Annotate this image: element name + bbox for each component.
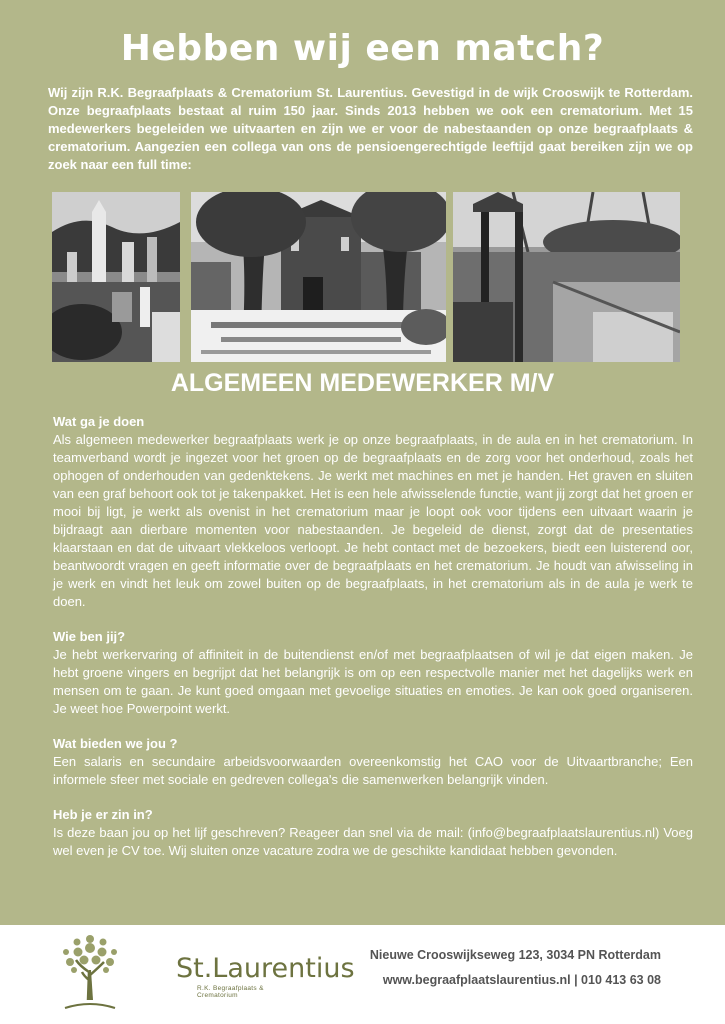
photo-strip [0, 192, 725, 362]
intro-text: Wij zijn R.K. Begraafplaats & Crematorium St. Laurentius. Gevestigd in de wijk Crooswijk te Rotterdam. Onze begraafplaats bestaat al ruim 150 jaar. Sinds 2013 hebben we ook een crematorium. Met 15 medewerkers begeleiden we uitvaarten en zijn we er voor de nabestaanden op onze begraafplaats & crematorium. Aangezien een collega van ons de pensioengerechtigde leeftijd gaat bereiken zijn we op zoek naar een full time: [48, 85, 693, 172]
section-heading: Wat bieden we jou ? [53, 736, 178, 751]
section-heb-je-er-zin-in [53, 806, 693, 860]
section-heading: Heb je er zin in? [53, 807, 153, 822]
section-body: Een salaris en secundaire arbeidsvoorwaarden overeenkomstig het CAO voor de Uitvaartbranche; Een informele sfeer met sociale en gedreven collega's die samenwerken belangrijk vinden. [53, 754, 693, 787]
grave-digging-photo [453, 192, 680, 362]
page-title: Hebben wij een match? [120, 28, 605, 69]
chapel-building-photo [191, 192, 446, 362]
logo-name: St.Laurentius [176, 953, 355, 984]
tree-icon [60, 930, 120, 1015]
section-heading: Wie ben jij? [53, 629, 126, 644]
section-wat-ga-je-doen [53, 413, 693, 611]
vacancy-content [53, 413, 693, 877]
section-body: Is deze baan jou op het lijf geschreven? Reageer dan snel via de mail: (info@begraafplaatslaurentius.nl) Voeg wel even je CV toe. Wij sluiten onze vacature zodra we de geschikte kandidaat hebben gevonden. [53, 825, 693, 858]
section-wat-bieden-we-jou [53, 735, 693, 789]
address: Nieuwe Crooswijkseweg 123, 3034 PN Rotterdam [369, 948, 661, 962]
footer [0, 925, 725, 1024]
section-heading: Wat ga je doen [53, 414, 145, 429]
website-phone: www.begraafplaatslaurentius.nl | 010 413 63 08 [382, 973, 661, 987]
section-body: Als algemeen medewerker begraafplaats werk je op onze begraafplaats, in de aula en in het crematorium. In teamverband wordt je ingezet voor het groen op de begraafplaats en de zorg voor het onderhoud, zoals het ophogen of onderhouden van gedenktekens. Je werkt met machines en met je handen. Het graven en sluiten van een graf behoort ook tot je takenpakket. Het is een hele afwisselende functie, want jij zorgt dat het groen er mooi bij ligt, je werkt als ovenist in het crematorium maar je loopt ook voor tijdens een uitvaart waarin je bijdraagt aan dierbare momenten voor nabestaanden. Je begeleid de dienst, zorgt dat de presentaties klaarstaan en dat de uitvaart vlekkeloos verloopt. Je hebt contact met de bezoekers, biedt een luisterend oor, beantwoordt vragen en geeft informatie over de begraafplaats en het crematorium. Je houdt van afwisseling in je werk en vindt het leuk om zowel buiten op de begraafplaats, in het crematorium als in de aula je werk te doen. [53, 432, 693, 609]
st-laurentius-logo [60, 930, 355, 1015]
logo-subtitle: R.K. Begraafplaats & Crematorium [197, 985, 264, 999]
section-wie-ben-jij [53, 628, 693, 718]
section-body: Je hebt werkervaring of affiniteit in de buitendienst en/of met begraafplaatsen of wil je dat eigen maken. Je hebt groene vingers en begrijpt dat het belangrijk is om op een respectvolle manier met het dagelijks werk en mensen om te gaan. Je kunt goed omgaan met gevoelige situaties en emoties. Je kan ook goed organiseren. Je weet hoe Powerpoint werkt. [53, 647, 693, 716]
job-title: ALGEMEEN MEDEWERKER M/V [170, 369, 555, 397]
cemetery-graves-photo [52, 192, 180, 362]
